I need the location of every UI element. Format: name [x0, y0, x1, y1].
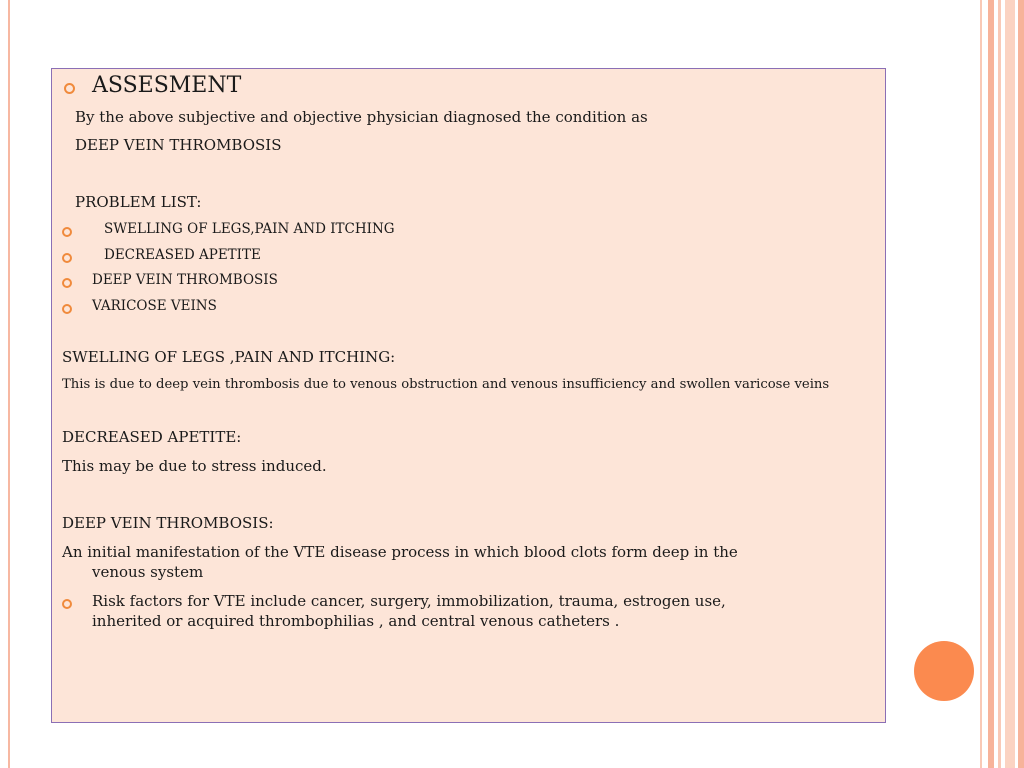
section-body: This may be due to stress induced. — [62, 457, 327, 475]
decor-stripe — [980, 0, 982, 768]
diagnosis-text: DEEP VEIN THROMBOSIS — [75, 136, 282, 154]
section-heading: SWELLING OF LEGS ,PAIN AND ITCHING: — [62, 348, 396, 366]
bullet-icon — [62, 304, 72, 314]
list-item: VARICOSE VEINS — [92, 298, 217, 314]
bullet-icon — [62, 599, 72, 609]
risk-factors-text: inherited or acquired thrombophilias , and central venous catheters . — [92, 612, 620, 630]
bullet-icon — [62, 278, 72, 288]
decor-stripe — [1005, 0, 1015, 768]
section-body: An initial manifestation of the VTE disease process in which blood clots form deep in the — [62, 543, 738, 561]
accent-circle — [914, 641, 974, 701]
list-item: DEEP VEIN THROMBOSIS — [92, 272, 278, 288]
decor-stripe — [988, 0, 994, 768]
risk-factors-text: Risk factors for VTE include cancer, surgery, immobilization, trauma, estrogen use, — [92, 592, 726, 610]
bullet-icon — [62, 227, 72, 237]
intro-line: By the above subjective and objective physician diagnosed the condition as — [75, 108, 648, 126]
section-body: This is due to deep vein thrombosis due to venous obstruction and venous insufficiency and swollen varicose veins — [62, 377, 830, 392]
decor-stripe — [998, 0, 1001, 768]
decor-stripe — [1018, 0, 1024, 768]
section-body: venous system — [92, 563, 204, 581]
list-item: DECREASED APETITE — [104, 247, 261, 263]
content-box — [51, 68, 886, 723]
section-heading: DEEP VEIN THROMBOSIS: — [62, 514, 274, 532]
section-heading: DECREASED APETITE: — [62, 428, 242, 446]
list-item: SWELLING OF LEGS,PAIN AND ITCHING — [104, 221, 395, 237]
problem-list-heading: PROBLEM LIST: — [75, 193, 202, 211]
bullet-icon — [62, 253, 72, 263]
bullet-icon — [64, 83, 75, 94]
slide-title: ASSESMENT — [92, 73, 242, 98]
left-border-line — [8, 0, 10, 768]
